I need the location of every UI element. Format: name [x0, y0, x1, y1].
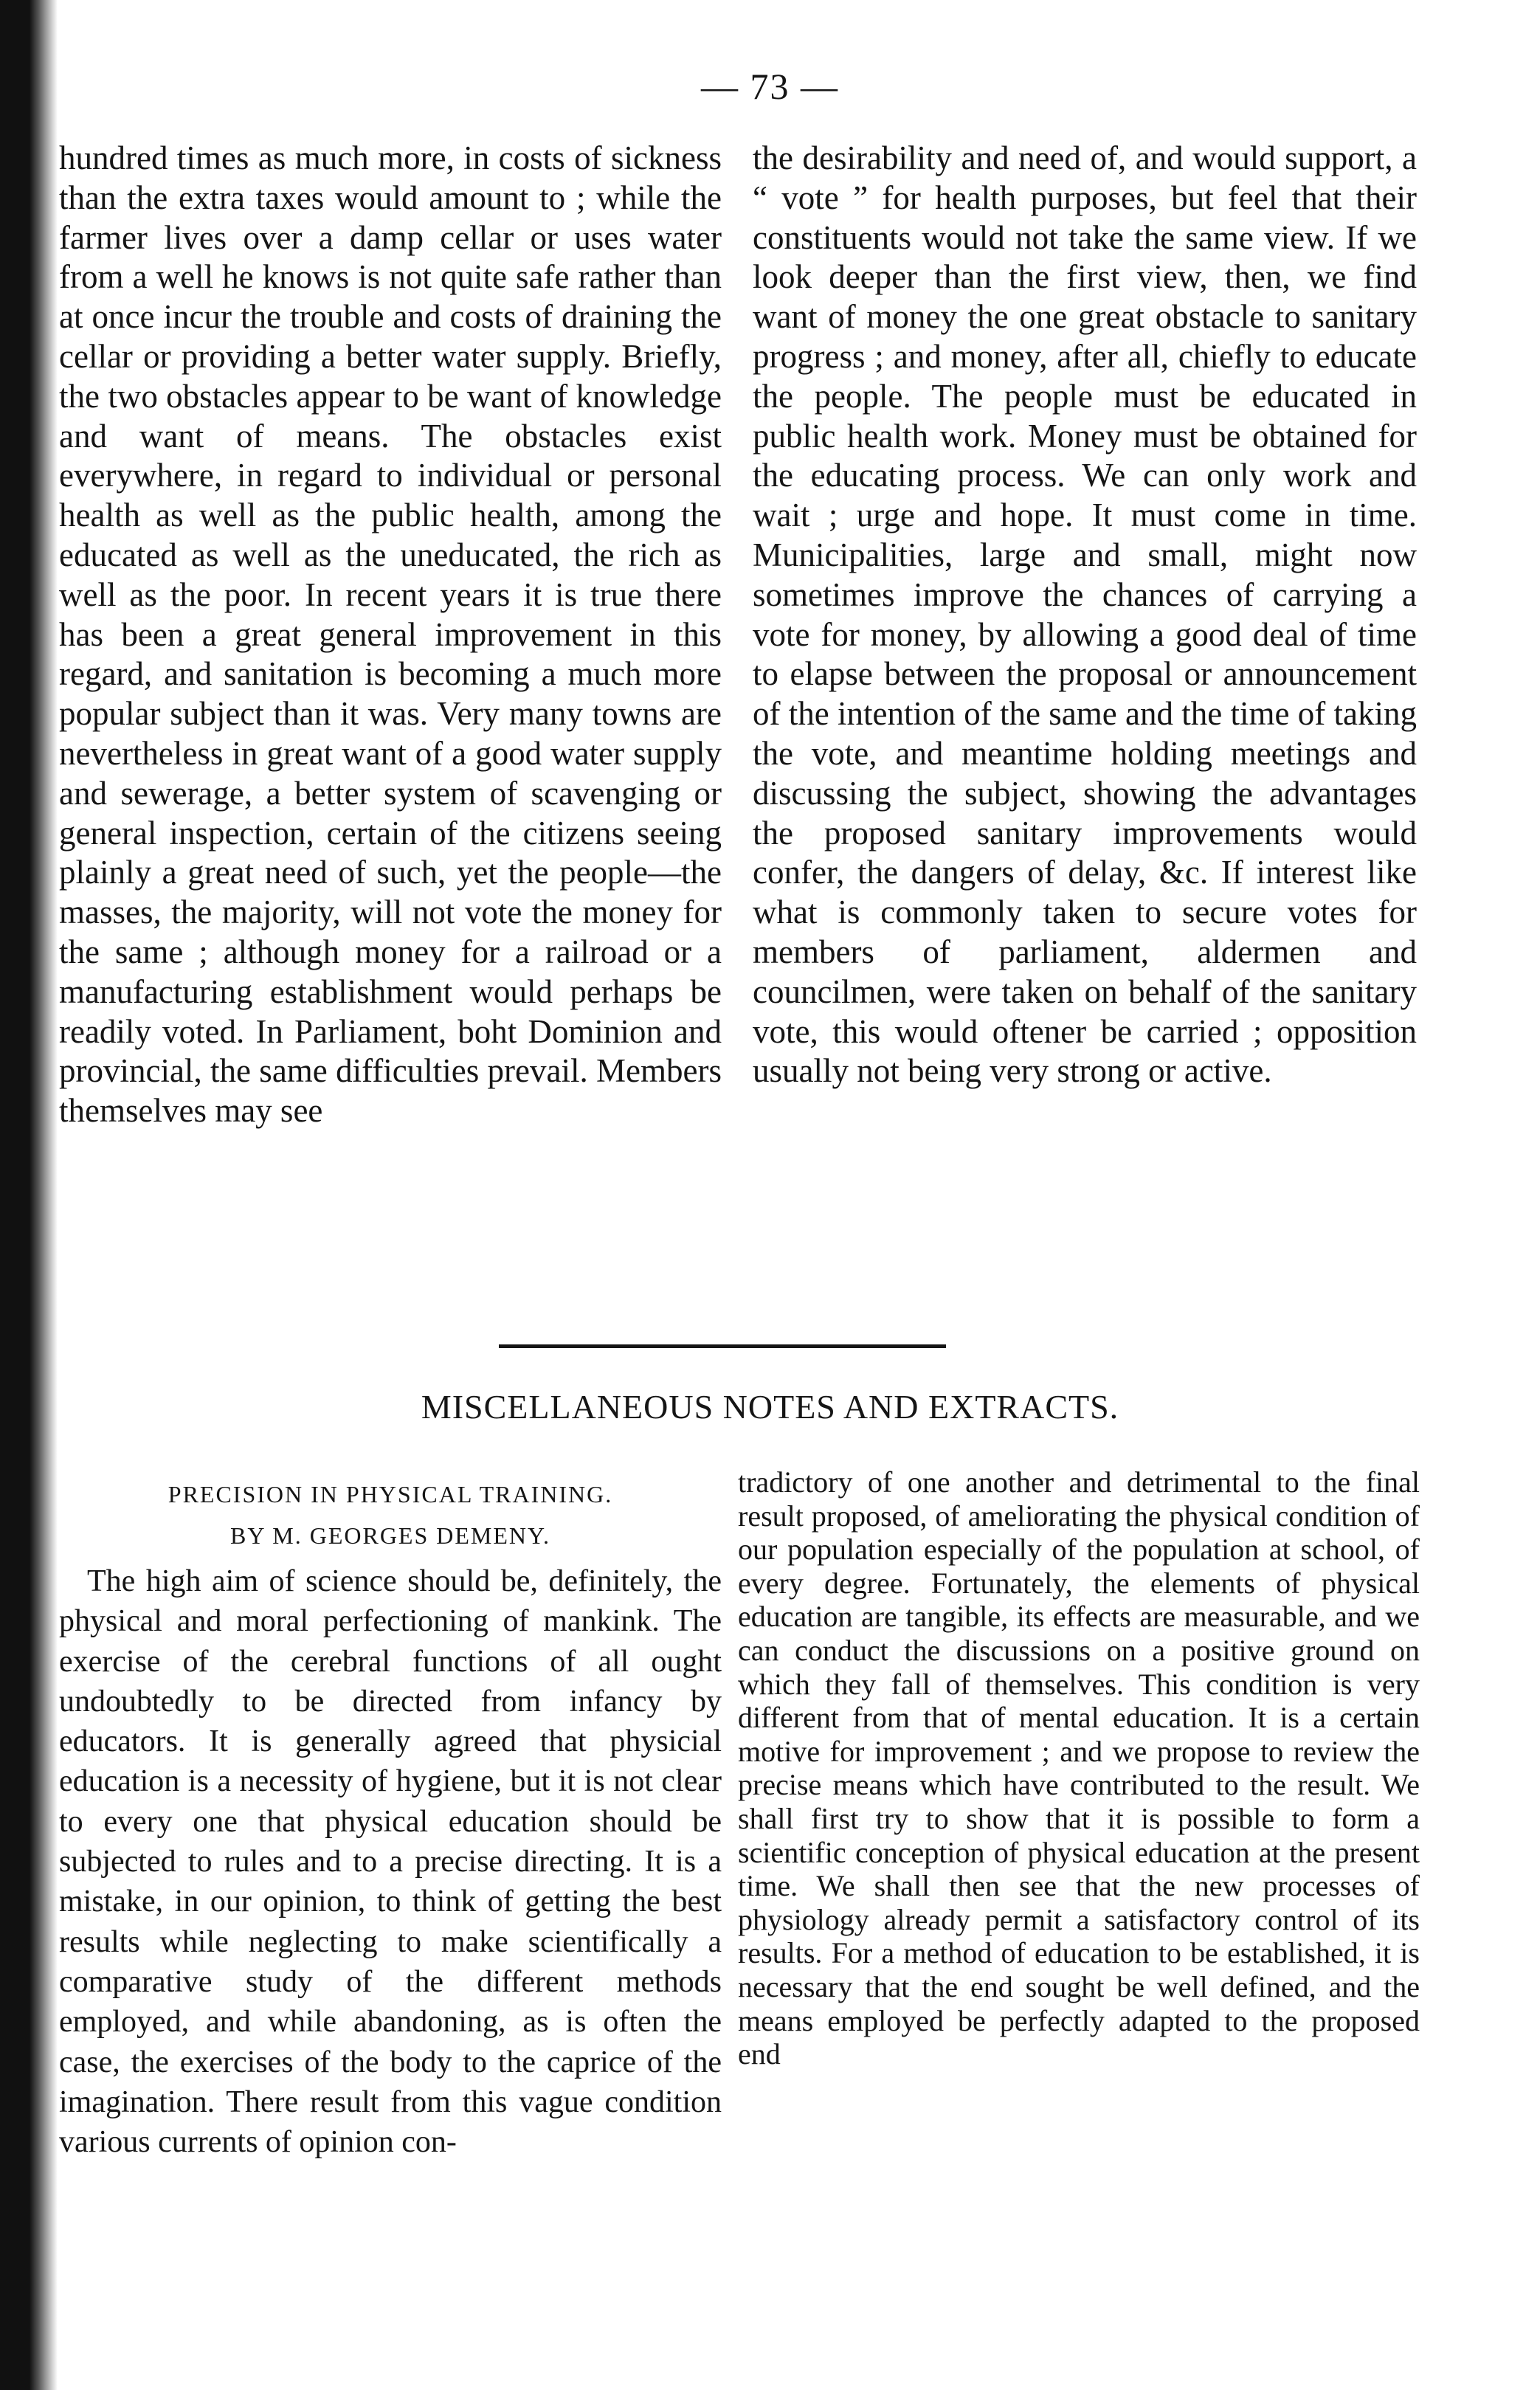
article-left-column	[59, 1561, 722, 2329]
section-divider	[499, 1344, 946, 1348]
article-right-paragraph: tradictory of one another and detrimental to the final result proposed, of ameliorating the physical condition of our population especially of the population at school, of every degree. Fortunately, the elements of physical education are tangible, its effects are measurable, and we can conduct the discussions on a positive ground on which they fall of themselves. This condition is very different from that of mental education. It is a certain motive for improvement ; and we propose to review the precise means which have contributed to the result. We shall first try to show that it is possible to form a scientific conception of physical education at the present time. We shall then see that the new processes of physiology already permit a satisfactory control of its results. For a method of education to be established, it is necessary that the end sought be well defined, and the means employed be perfectly adapted to the proposed end	[738, 1465, 1420, 2071]
page-number: — 73 —	[701, 66, 839, 107]
top-right-paragraph: the desirability and need of, and would support, a “ vote ” for health purposes, but feel that their constituents would not take the same view. If we look deeper than the first view, then, we find want of money the one great obstacle to sanitary progress ; and money, after all, chiefly to educate the people. The people must be educated in public health work. Money must be obtained for the educating process. We can only work and wait ; urge and hope. It must come in time. Municipalities, large and small, might now sometimes improve the chances of carrying a vote for money, by allowing a good deal of time to elapse between the proposal or announcement of the intention of the same and the time of taking the vote, and meantime holding meetings and discussing the subject, showing the advantages the proposed sanitary improvements would confer, the dangers of delay, &c. If interest like what is commonly taken to secure votes for members of parliament, aldermen and councilmen, were taken on behalf of the sanitary vote, this would oftener be carried ; opposition usually not being very strong or active.	[753, 139, 1417, 1090]
article-right-column	[738, 1465, 1420, 2329]
binding-gutter	[0, 0, 58, 2390]
article-left-paragraph: The high aim of science should be, definitely, the physical and moral perfectioning of mankink. The exercise of the cerebral functions of all ought undoubtedly to be directed from infancy by educators. It is generally agreed that physicial education is a necessity of hygiene, but it is not clear to every one that physical education should be subjected to rules and to a precise directing. It is a mistake, in our opinion, to think of getting the best results while neglecting to make scientifically a comparative study of the different methods employed, and while abandoning, as is often the case, the exercises of the body to the caprice of the imagination. There result from this vague condition various currents of opinion con-	[59, 1564, 722, 2160]
top-left-column	[59, 139, 722, 1312]
section-heading: MISCELLANEOUS NOTES AND EXTRACTS.	[421, 1388, 1119, 1426]
article-author: BY M. GEORGES DEMENY.	[229, 1522, 551, 1549]
article-title: PRECISION IN PHYSICAL TRAINING.	[168, 1481, 613, 1507]
top-right-column	[753, 139, 1417, 1312]
top-left-paragraph: hundred times as much more, in costs of sickness than the extra taxes would amount to ; while the farmer lives over a damp cellar or uses water from a well he knows is not quite safe rather than at once incur the trouble and costs of draining the cellar or providing a better water supply. Briefly, the two obstacles appear to be want of knowledge and want of means. The obstacles exist everywhere, in regard to individual or personal health as well as the public health, among the educated as well as the uneducated, the rich as well as the poor. In recent years it is true there has been a great general improvement in this regard, and sanitation is becoming a much more popular subject than it was. Very many towns are nevertheless in great want of a good water supply and sewerage, a better system of scavenging or general inspection, certain of the citizens seeing plainly a great need of such, yet the people—the masses, the majority, will not vote the money for the same ; although money for a railroad or a manufacturing establishment would perhaps be readily voted. In Parliament, boht Dominion and provincial, the same difficulties prevail. Members themselves may see	[59, 139, 722, 1130]
